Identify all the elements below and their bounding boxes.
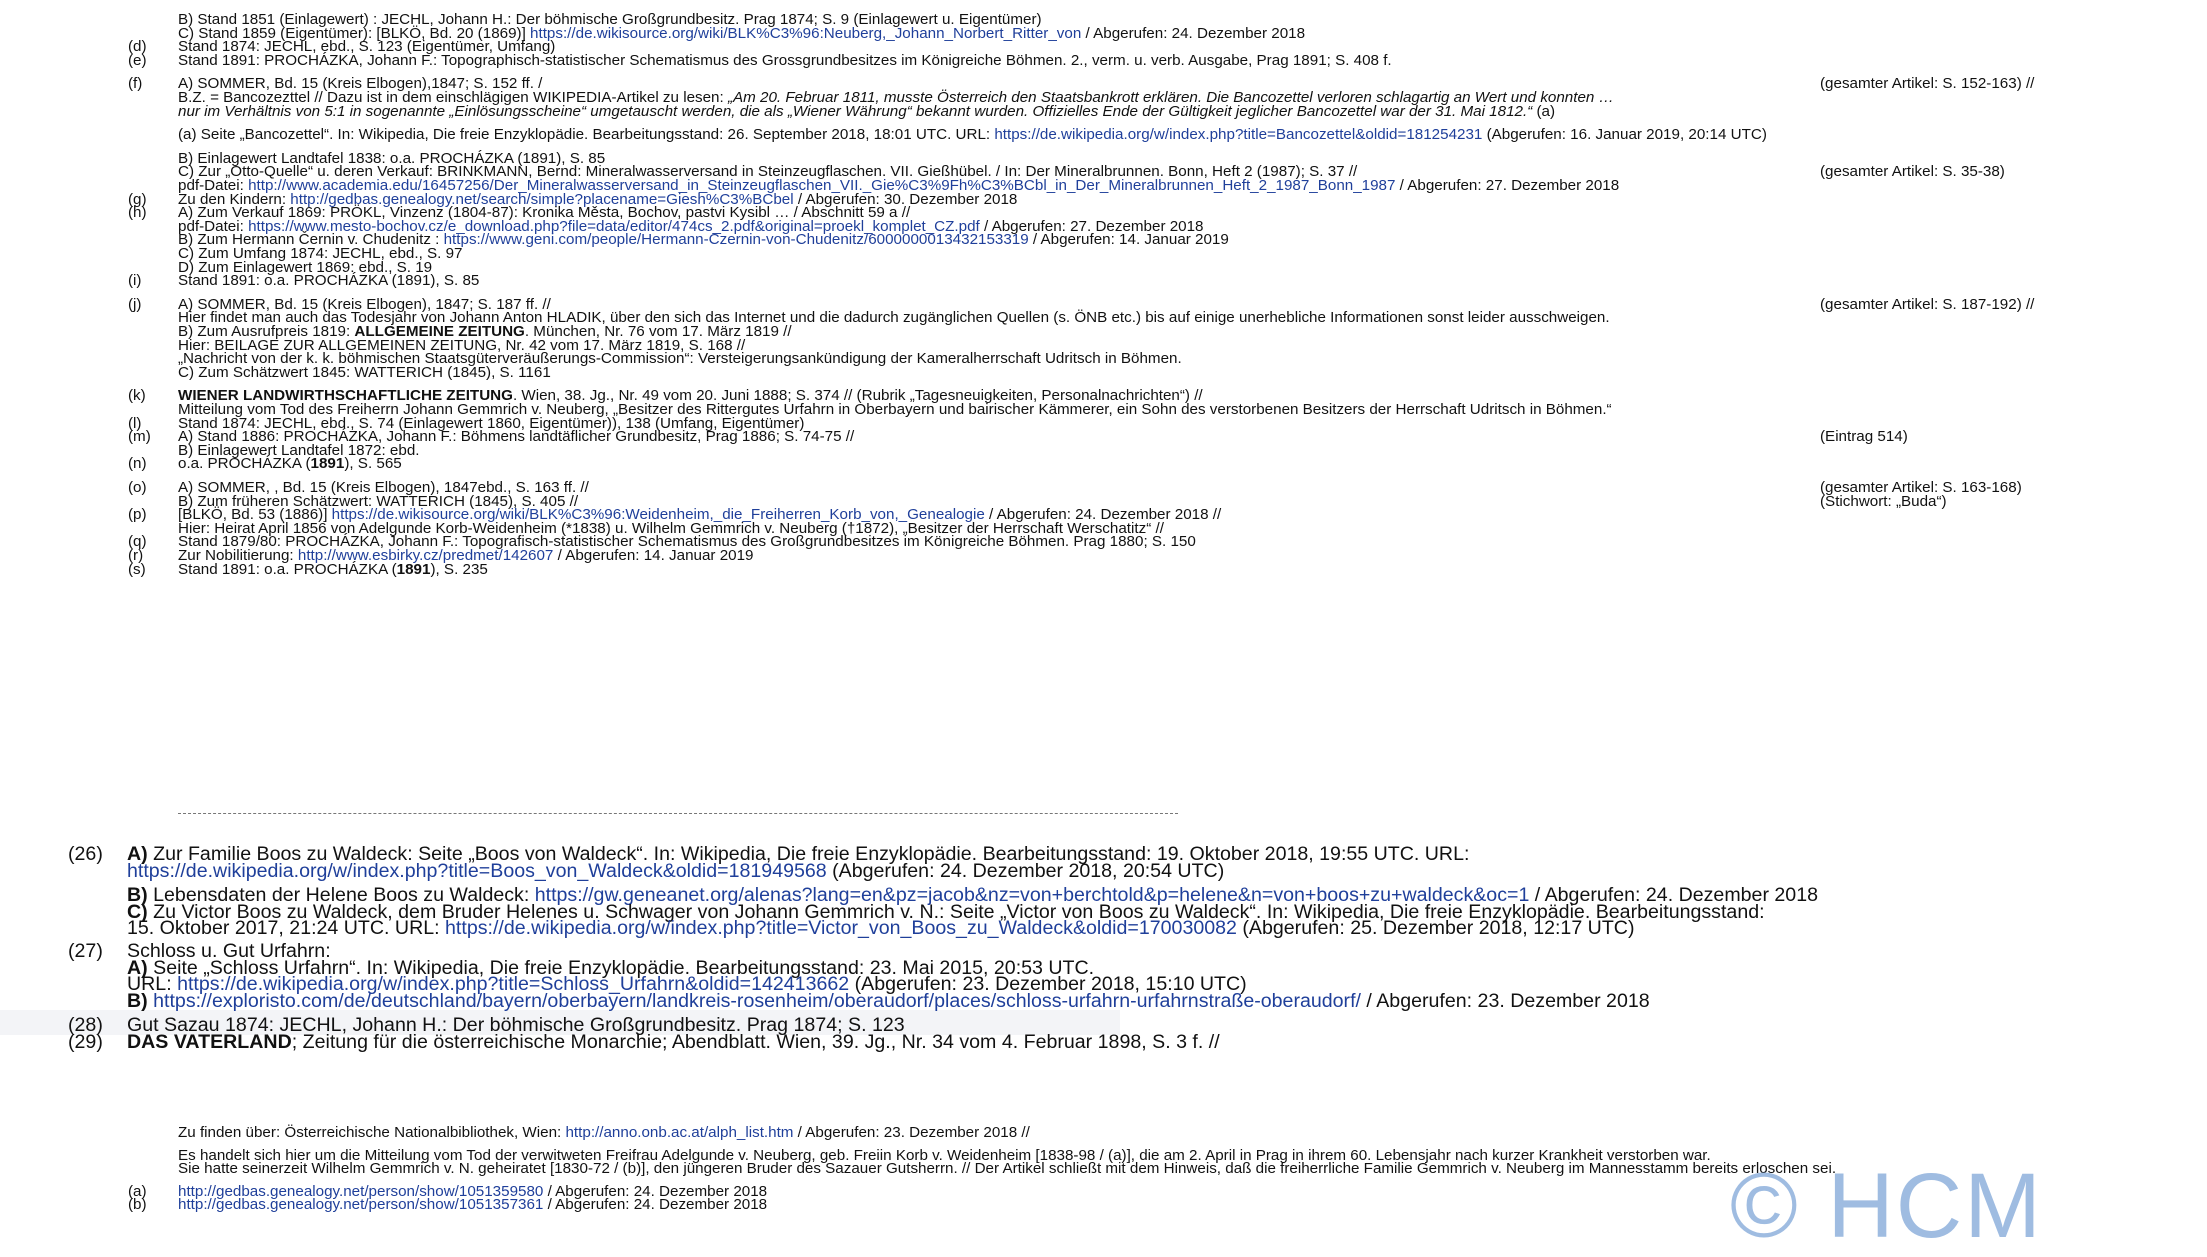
footnote-text bbox=[178, 454, 402, 473]
text-run: C) Zum Schätzwert 1845: WATTERICH (1845), S. 1161 bbox=[178, 363, 551, 381]
reference-link[interactable]: https://de.wikipedia.org/w/index.php?title=Bancozettel&oldid=181254231 bbox=[994, 126, 1483, 144]
reference-link[interactable]: https://de.wikisource.org/wiki/BLK%C3%96:Neuberg,_Johann_Norbert_Ritter_von bbox=[530, 24, 1082, 42]
bold-text: ALLGEMEINE ZEITUNG bbox=[354, 323, 525, 340]
bold-text: 1891 bbox=[396, 560, 431, 578]
text-run: Gut Sazau 1874: JECHL, Johann H.: Der böhmische Großgrundbesitz. Prag 1874; S. 123 bbox=[127, 1014, 905, 1037]
reference-link[interactable]: http://gedbas.genealogy.net/search/simple?placename=Giesh%C3%BCbel bbox=[290, 190, 794, 208]
text-run: Zu finden über: Österreichische Nationalbibliothek, Wien: bbox=[178, 1124, 566, 1141]
footnote-text bbox=[127, 989, 1650, 1013]
footnote-label: (j) bbox=[128, 295, 142, 313]
text-run: . Wien, 38. Jg., Nr. 49 vom 20. Juni 1888; S. 374 // (Rubrik „Tagesneuigkeiten, Personalnachrichten“) // bbox=[512, 387, 1203, 405]
text-run: Stand 1874: JECHL, ebd., S. 74 (Einlagewert 1860, Eigentümer)), 138 (Umfang, Eigentümer) bbox=[178, 414, 805, 432]
footnote-label: (b) bbox=[128, 1196, 147, 1214]
bold-text: 1891 bbox=[310, 455, 345, 473]
text-run: Zur Familie Boos zu Waldeck: Seite „Boos von Waldeck“. In: Wikipedia, Die freie Enzyklopädie. Bearbeitungsstand: 19. Oktober 2018, 19:55 UTC. URL: bbox=[147, 843, 1470, 865]
footnote-label: (n) bbox=[128, 455, 147, 473]
text-run: Zu den Kindern: bbox=[178, 190, 291, 208]
text-run: [BLKÖ, Bd. 53 (1886)] bbox=[178, 506, 332, 524]
reference-link[interactable]: http://anno.onb.ac.at/alph_list.htm bbox=[565, 1124, 794, 1141]
text-run: Stand 1891: o.a. PROCHÁZKA (1891), S. 85 bbox=[178, 272, 480, 290]
bold-text: B) bbox=[127, 989, 148, 1012]
text-run: „Am 20. Februar 1811, musste Österreich den Staatsbankrott erklären. Die Bancozettel verloren schlagartig an Wert und konnten … bbox=[727, 89, 1614, 106]
footnote-label: (d) bbox=[128, 38, 147, 56]
text-run: C) Zur „Otto-Quelle“ u. deren Verkauf: BRINKMANN, Bernd: Mineralwasserversand in Steinzeugflaschen. VII. Gießhübel. / In: Der Mineralbrunnen. Bonn, Heft 2 (1987); S. 37 // bbox=[178, 163, 1358, 181]
reference-link[interactable]: https://de.wikipedia.org/w/index.php?title=Victor_von_Boos_zu_Waldeck&oldid=170030082 bbox=[445, 917, 1237, 940]
text-run: nur im Verhältnis von 5:1 in sogenannte „Einlösungsscheine“ umgetauscht werden, die als „Wiener Währung“ bekannt wurden. Offizielles Ende der Gültigkeit jeglicher Bancozettel war der 31. Mai 1812.“ bbox=[178, 102, 1533, 120]
text-run: Zur Nobilitierung: bbox=[178, 547, 298, 564]
text-run: (Abgerufen: 16. Januar 2019, 20:14 UTC) bbox=[1482, 126, 1767, 144]
text-run: C) Stand 1859 (Eigentümer): [BLKÖ, Bd. 20 (1869)] bbox=[178, 24, 531, 42]
footnote-text bbox=[178, 1195, 767, 1214]
text-run: Stand 1874: JECHL, ebd., S. 123 (Eigentümer, Umfang) bbox=[178, 38, 556, 56]
text-run: pdf-Datei: bbox=[178, 217, 249, 235]
text-run: Sie hatte seinerzeit Wilhelm Gemmrich v. N. geheiratet [1830-72 / (b)], den jüngeren Bruder des Sazauer Gutsherrn. // Der Artikel schließt mit dem Hinweis, daß die freiherrliche Familie Gemmrich v. Neuberg im Mannesstamm bereits erloschen sei. bbox=[178, 1160, 1837, 1178]
footnote-right-note: (gesamter Artikel: S. 35-38) bbox=[1820, 163, 2005, 181]
reference-link[interactable]: https://exploristo.com/de/deutschland/bayern/oberbayern/landkreis-rosenheim/oberaudorf/places/schloss-urfahrn-urfahrnstraße-oberaudorf/ bbox=[153, 989, 1361, 1012]
text-run: A) SOMMER, Bd. 15 (Kreis Elbogen),1847; S. 152 ff. / bbox=[178, 75, 543, 93]
text-run: / Abgerufen: 24. Dezember 2018 // bbox=[984, 506, 1222, 524]
footnote-label: (q) bbox=[128, 533, 147, 551]
reference-link[interactable]: https://de.wikisource.org/wiki/BLK%C3%96:Weidenheim,_die_Freiherren_Korb_von,_Genealogie bbox=[331, 506, 985, 524]
text-run: / Abgerufen: 24. Dezember 2018 bbox=[1081, 24, 1306, 42]
bold-text: A) bbox=[127, 956, 148, 979]
reference-link[interactable]: https://www.mesto-bochov.cz/e_download.php?file=data/editor/474cs_2.pdf&original=proekl_komplet_CZ.pdf bbox=[248, 217, 980, 235]
footnote-label: (26) bbox=[68, 843, 103, 865]
reference-link[interactable]: http://gedbas.genealogy.net/person/show/1051357361 bbox=[178, 1196, 544, 1214]
footnote-text bbox=[178, 271, 479, 290]
text-run: / Abgerufen: 14. Januar 2019 bbox=[1028, 231, 1229, 249]
text-run: ), S. 235 bbox=[430, 560, 488, 578]
text-run: B) Stand 1851 (Einlagewert) : JECHL, Johann H.: Der böhmische Großgrundbesitz. Prag 1874; S. 9 (Einlagewert u. Eigentümer) bbox=[178, 11, 1042, 28]
text-run: (a) Seite „Bancozettel“. In: Wikipedia, Die freie Enzyklopädie. Bearbeitungsstand: 26. September 2018, 18:01 UTC. URL: bbox=[178, 126, 995, 144]
text-run: A) SOMMER, , Bd. 15 (Kreis Elbogen), 1847ebd., S. 163 ff. // bbox=[178, 479, 589, 496]
footnote-right-note: (gesamter Artikel: S. 187-192) // bbox=[1820, 295, 2035, 313]
footnote-text bbox=[178, 363, 551, 382]
bold-text: C) bbox=[127, 900, 148, 923]
bold-text: WIENER LANDWIRTHSCHAFTLICHE ZEITUNG bbox=[178, 387, 513, 405]
text-run: / Abgerufen: 24. Dezember 2018 bbox=[1529, 884, 1818, 907]
text-run: . München, Nr. 76 vom 17. März 1819 // bbox=[524, 323, 792, 340]
text-run: / Abgerufen: 24. Dezember 2018 bbox=[543, 1182, 768, 1200]
text-run: A) Stand 1886: PROCHÁZKA, Johann F.: Böhmens landtäflicher Grundbesitz, Prag 1886; S. 74-75 // bbox=[178, 428, 855, 446]
text-run: Lebensdaten der Helene Boos zu Waldeck: bbox=[147, 884, 535, 907]
text-run: / Abgerufen: 24. Dezember 2018 bbox=[543, 1196, 768, 1214]
text-run: (Abgerufen: 24. Dezember 2018, 20:54 UTC) bbox=[826, 859, 1225, 882]
text-run: D) Zum Einlagewert 1869: ebd., S. 19 bbox=[178, 258, 433, 276]
text-run: Seite „Schloss Urfahrn“. In: Wikipedia, Die freie Enzyklopädie. Bearbeitungsstand: 23. Mai 2015, 20:53 UTC. bbox=[147, 956, 1095, 979]
text-run: Es handelt sich hier um die Mitteilung vom Tod der verwitweten Freifrau Adelgunde v. Neuberg, geb. Freiin Korb v. Weidenheim [1838-98 / (a)], die am 2. April in Prag in ihrem 60. Lebensjahr nach kurzer Krankheit verstorben war. bbox=[178, 1146, 1711, 1164]
bold-text: DAS VATERLAND bbox=[127, 1031, 292, 1053]
footnote-label: (e) bbox=[128, 51, 147, 69]
text-run: / Abgerufen: 23. Dezember 2018 bbox=[1360, 989, 1650, 1012]
footnote-text bbox=[178, 125, 1767, 144]
text-run: B) Zum Ausrufpreis 1819: bbox=[178, 323, 355, 340]
reference-link[interactable]: http://www.academia.edu/16457256/Der_Mineralwasserversand_in_Steinzeugflaschen_VII._Gie%C3%9Fh%C3%BCbl_in_Der_Mineralbrunnen_Heft_2_1987_Bonn_1987 bbox=[248, 177, 1396, 194]
footnote-label: (g) bbox=[128, 190, 147, 208]
footnote-label: (l) bbox=[128, 414, 142, 432]
text-run: B) Zum früheren Schätzwert: WATTERICH (1845), S. 405 // bbox=[178, 492, 579, 510]
text-run: / Abgerufen: 27. Dezember 2018 bbox=[979, 217, 1204, 235]
footnote-text bbox=[178, 1123, 1030, 1142]
text-run: A) Zum Verkauf 1869: PRÖKL, Vinzenz (1804-87): Kronika Města, Bochov, pastvi Kysibl … / Abschnitt 59 a // bbox=[178, 204, 911, 222]
text-run: / Abgerufen: 30. Dezember 2018 bbox=[793, 190, 1018, 208]
text-run: B.Z. = Bancozezttel // Dazu ist in dem einschlägigen WIKIPEDIA-Artikel zu lesen: bbox=[178, 89, 728, 106]
footnote-right-note: (gesamter Artikel: S. 152-163) // bbox=[1820, 75, 2035, 93]
footnote-text bbox=[178, 102, 1555, 121]
text-run: / Abgerufen: 27. Dezember 2018 bbox=[1395, 177, 1620, 194]
footnote-label: (m) bbox=[128, 428, 151, 446]
text-run: ; Zeitung für die österreichische Monarchie; Abendblatt. Wien, 39. Jg., Nr. 34 vom 4. Februar 1898, S. 3 f. // bbox=[291, 1031, 1220, 1053]
text-run: B) Einlagewert Landtafel 1838: o.a. PROCHÁZKA (1891), S. 85 bbox=[178, 149, 606, 167]
text-run: Schloss u. Gut Urfahrn: bbox=[127, 940, 331, 962]
footnote-label: (h) bbox=[128, 204, 147, 222]
text-run: / Abgerufen: 14. Januar 2019 bbox=[553, 547, 754, 564]
footnote-label: (i) bbox=[128, 272, 142, 290]
text-run: 15. Oktober 2017, 21:24 UTC. URL: bbox=[127, 917, 446, 940]
text-run: Mitteilung vom Tod des Freiherrn Johann Gemmrich v. Neuberg, „Besitzer des Rittergutes Urfahrn in Oberbayern und bairischer Kämmerer, ein Sohn des verstorbenen Besitzers der Herrschaft Udritsch in Böhmen.“ bbox=[178, 401, 1612, 418]
footnote-text bbox=[178, 1159, 1836, 1178]
text-run: Zu Victor Boos zu Waldeck, dem Bruder Helenes u. Schwager von Johann Gemmrich v. N.: Seite „Victor von Boos zu Waldeck“. In: Wikipedia, Die freie Enzyklopädie. Bearbeitungsstand: bbox=[147, 900, 1765, 923]
text-run: o.a. PROCHÁZKA ( bbox=[178, 455, 311, 473]
text-run: Hier: Heirat April 1856 von Adelgunde Korb-Weidenheim (*1838) u. Wilhelm Gemmrich v. Neuberg (†1872), „Besitzer der Herrschaft Werschatitz“ // bbox=[178, 519, 1164, 537]
text-run: ), S. 565 bbox=[344, 455, 402, 473]
footnote-label: (r) bbox=[128, 547, 144, 564]
bold-text: A) bbox=[127, 843, 148, 865]
text-run: B) Zum Hermann Černin v. Chudenitz : bbox=[178, 231, 444, 249]
text-run: (a) bbox=[1532, 102, 1556, 120]
copyright-watermark: © HCM bbox=[1730, 1155, 2043, 1257]
footnote-label: (p) bbox=[128, 506, 147, 524]
footnote-label: (o) bbox=[128, 479, 147, 496]
reference-link[interactable]: https://gw.geneanet.org/alenas?lang=en&pz=jacob&nz=von+berchtold&p=helene&n=von+boos+zu+waldeck&oc=1 bbox=[534, 884, 1530, 907]
footnote-text bbox=[127, 859, 1224, 883]
text-run: Stand 1891: PROCHÁZKA, Johann F.: Topographisch-statistischer Schematismus des Grossgrundbesitzes im Königreiche Böhmen. 2., verm. u. verb. Ausgabe, Prag 1891; S. 408 f. bbox=[178, 51, 1392, 69]
footnote-label: (k) bbox=[128, 387, 146, 405]
footnote-label: (a) bbox=[128, 1182, 147, 1200]
section-divider bbox=[178, 813, 1178, 814]
footnote-right-note: (gesamter Artikel: S. 163-168) bbox=[1820, 479, 2022, 496]
footnote-label: (28) bbox=[68, 1014, 103, 1037]
text-run: URL: bbox=[127, 973, 178, 996]
reference-link[interactable]: https://de.wikipedia.org/w/index.php?title=Boos_von_Waldeck&oldid=181949568 bbox=[127, 859, 827, 882]
footnote-label: (27) bbox=[68, 940, 103, 962]
footnote-right-note: (Stichwort: „Buda“) bbox=[1820, 492, 1947, 510]
footnote-text bbox=[127, 1030, 1220, 1054]
text-run: (Abgerufen: 25. Dezember 2018, 12:17 UTC) bbox=[1236, 917, 1635, 940]
reference-link[interactable]: https://www.geni.com/people/Hermann-Czernin-von-Chudenitz/6000000013432153319 bbox=[443, 231, 1029, 249]
footnote-label: (29) bbox=[68, 1031, 103, 1053]
text-run: Stand 1879/80: PROCHÁZKA, Johann F.: Topografisch-statistischer Schematismus des Großgrundbesitzes im Königreiche Böhmen. Prag 1880; S. 150 bbox=[178, 533, 1196, 551]
bold-text: B) bbox=[127, 884, 148, 907]
footnote-text bbox=[178, 51, 1392, 70]
reference-link[interactable]: https://de.wikipedia.org/w/index.php?title=Schloss_Urfahrn&oldid=142413662 bbox=[177, 973, 850, 996]
footnote-right-note: (Eintrag 514) bbox=[1820, 428, 1908, 446]
reference-link[interactable]: http://www.esbirky.cz/predmet/142607 bbox=[297, 547, 554, 564]
text-run: Stand 1891: o.a. PROCHÁZKA ( bbox=[178, 560, 397, 578]
footnote-text bbox=[127, 916, 1634, 940]
text-run: (Abgerufen: 23. Dezember 2018, 15:10 UTC) bbox=[849, 973, 1247, 996]
text-run: pdf-Datei: bbox=[178, 177, 249, 194]
footnote-label: (f) bbox=[128, 75, 143, 93]
reference-link[interactable]: http://gedbas.genealogy.net/person/show/1051359580 bbox=[178, 1182, 544, 1200]
text-run: A) SOMMER, Bd. 15 (Kreis Elbogen), 1847; S. 187 ff. // bbox=[178, 295, 551, 313]
text-run: C) Zum Umfang 1874: JECHL, ebd., S. 97 bbox=[178, 245, 463, 262]
footnote-label: (s) bbox=[128, 560, 146, 578]
footnote-text bbox=[178, 560, 488, 579]
text-run: „Nachricht von der k. k. böhmischen Staatsgüterveräußerungs-Commission“: Versteigerungsankündigung der Kameralherrschaft Udritsch in Böhmen. bbox=[178, 350, 1182, 368]
text-run: / Abgerufen: 23. Dezember 2018 // bbox=[793, 1124, 1030, 1141]
text-run: B) Einlagewert Landtafel 1872: ebd. bbox=[178, 441, 420, 459]
text-run: Hier findet man auch das Todesjahr von Johann Anton HLADIK, über den sich das Internet und die dadurch zugänglichen Quellen (s. ÖNB etc.) bis auf einige unerhebliche Informationen sonst leider ausschweigen. bbox=[178, 309, 1610, 327]
text-run: Hier: BEILAGE ZUR ALLGEMEINEN ZEITUNG, Nr. 42 vom 17. März 1819, S. 168 // bbox=[178, 336, 746, 354]
